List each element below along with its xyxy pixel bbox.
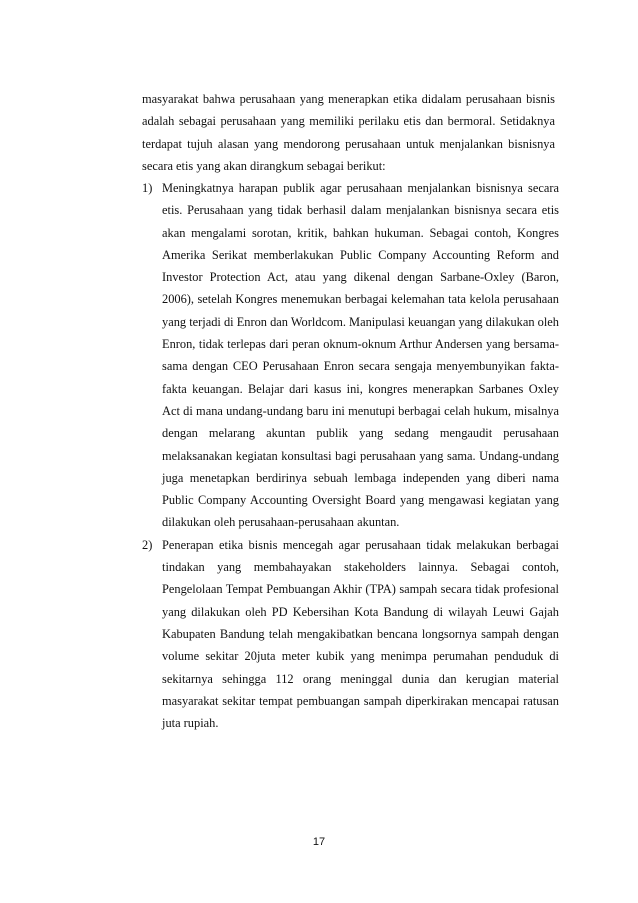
intro-text: masyarakat bahwa perusahaan yang menerapkan etika didalam perusahaan bisnis adalah sebagai perusahaan yang memiliki perilaku etis dan bermoral. Setidaknya terdapat tujuh alasan yang mendorong perusahaan untuk menjalankan bisnisnya secara etis yang akan dirangkum sebagai berikut: <box>142 92 555 173</box>
list-item <box>142 534 559 735</box>
list-item-text: Meningkatnya harapan publik agar perusahaan menjalankan bisnisnya secara etis. Perusahaan yang tidak berhasil dalam menjalankan bisnisnya secara etis akan mengalami sorotan, kritik, bahkan hukuman. Sebagai contoh, Kongres Amerika Serikat memberlakukan Public Company Accounting Reform and Investor Protection Act, atau yang dikenal dengan Sarbane-Oxley (Baron, 2006), setelah Kongres menemukan berbagai kelemahan tata kelola perusahaan yang terjadi di Enron dan Worldcom. Manipulasi keuangan yang dilakukan oleh Enron, tidak terlepas dari peran oknum-oknum Arthur Andersen yang bersama-sama dengan CEO Perusahaan Enron secara sengaja menyembunyikan fakta-fakta keuangan. Belajar dari kasus ini, kongres menerapkan Sarbanes Oxley Act di mana undang-undang baru ini menutupi berbagai celah hukum, misalnya dengan melarang akuntan publik yang sedang mengaudit perusahaan melaksanakan kegiatan konsultasi bagi perusahaan yang sama. Undang-undang juga menetapkan berdirinya sebuah lembaga independen yang diberi nama Public Company Accounting Oversight Board yang mengawasi kegiatan yang dilakukan oleh perusahaan-perusahaan akuntan. <box>162 181 559 530</box>
list-item-number: 1) <box>142 181 153 195</box>
intro-paragraph <box>142 88 555 177</box>
numbered-list <box>142 177 559 734</box>
page-number: 17 <box>312 836 326 848</box>
list-item-text: Penerapan etika bisnis mencegah agar perusahaan tidak melakukan berbagai tindakan yang membahayakan stakeholders lainnya. Sebagai contoh, Pengelolaan Tempat Pembuangan Akhir (TPA) sampah secara tidak profesional yang dilakukan oleh PD Kebersihan Kota Bandung di wilayah Leuwi Gajah Kabupaten Bandung telah mengakibatkan bencana longsornya sampah dengan volume sekitar 20juta meter kubik yang menimpa perumahan penduduk di sekitarnya sehingga 112 orang meninggal dunia dan kerugian material masyarakat sekitar tempat pembuangan sampah diperkirakan mencapai ratusan juta rupiah. <box>162 537 559 731</box>
list-item <box>142 177 559 534</box>
list-item-number: 2) <box>142 537 153 552</box>
